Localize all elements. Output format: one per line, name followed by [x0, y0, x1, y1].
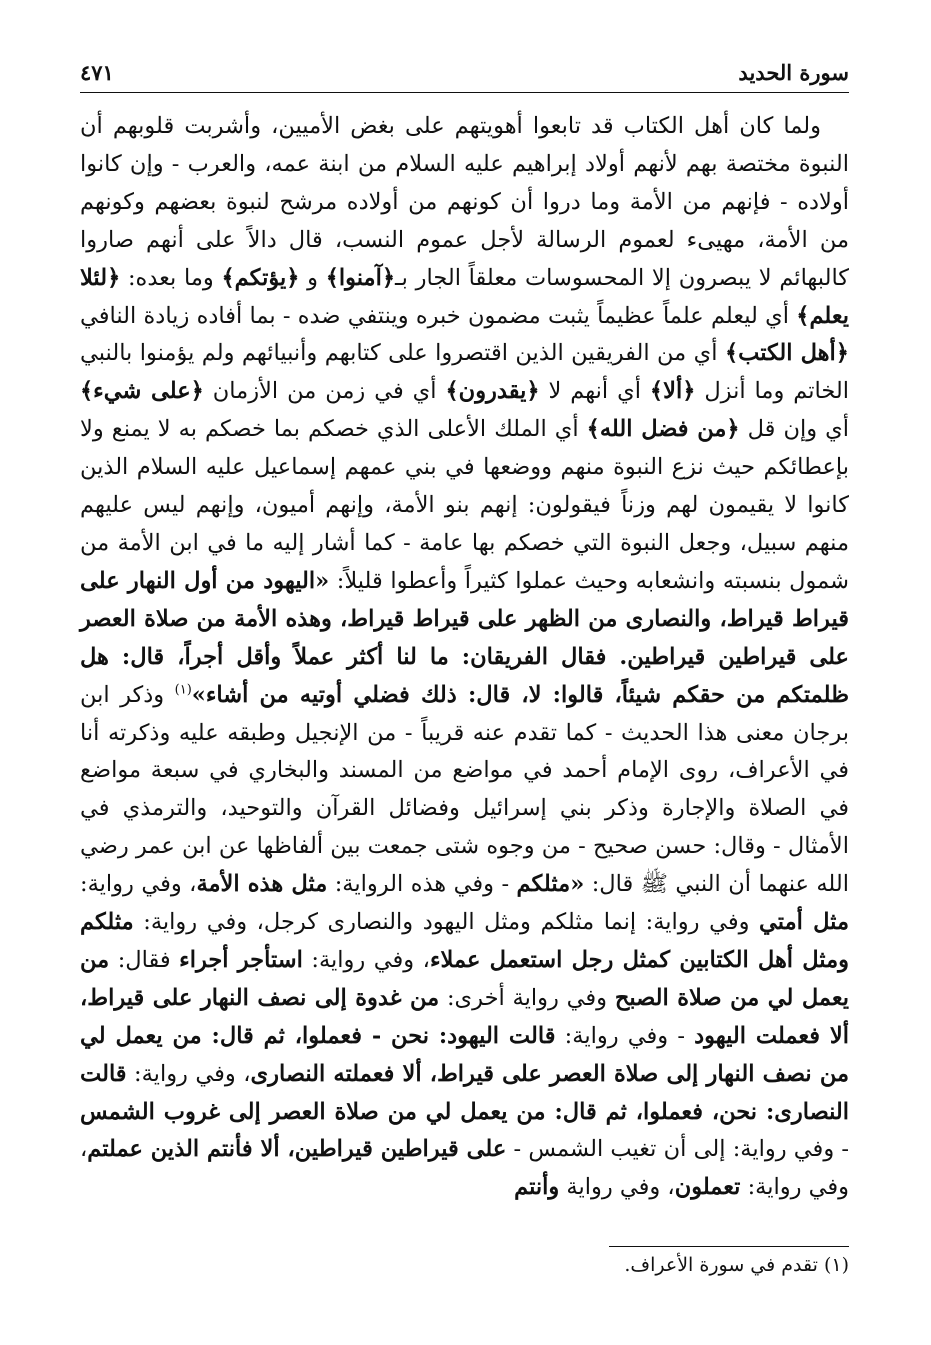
text-run: - وفي رواية: [555, 1022, 695, 1049]
hadith-quote: تعملون [674, 1174, 741, 1201]
text-run: - وفي هذه الرواية: [327, 871, 517, 898]
hadith-quote: مثل هذه الأمة [196, 871, 328, 898]
surah-title: سورة الحديد [738, 60, 849, 85]
footnote-text: تقدم في سورة الأعراف. [624, 1254, 818, 1276]
hadith-quote: مثل أمتي [759, 909, 849, 936]
hadith-quote: قالت اليهود: نحن - فعملوا، ثم قال: من يعمل لي من نصف النهار إلى صلاة العصر على قيراط، ألا فعملته النصارى [80, 1022, 849, 1087]
footnote-number: (١) [823, 1254, 849, 1276]
hadith-quote: «مثلكم [516, 871, 585, 898]
hadith-quote: وأنتم [514, 1174, 560, 1201]
text-run: أي وإن قل [739, 416, 849, 443]
running-header [80, 56, 849, 93]
hadith-quote: على قيراطين قيراطين، ألا فأنتم الذين عملتم [87, 1136, 507, 1163]
hadith-quote: استأجر أجراء [179, 946, 303, 973]
text-run: ، وفي رواية: [126, 1060, 251, 1087]
quran-quote: ﴿من فضل الله﴾ [586, 416, 740, 443]
text-run: وما بعده: [120, 264, 222, 291]
quran-quote: ﴿أهل الكتب﴾ [724, 340, 849, 367]
text-run: أي من الفريقين الذين اقتصروا على كتابهم وأنبيائهم ولم يؤمنوا بالنبي الخاتم وما أنزل [80, 340, 849, 405]
hadith-quote: من يعمل لي من صلاة الصبح [80, 946, 849, 1011]
hadith-quote: مثلكم ومثل أهل الكتابين كمثل رجل استعمل عملاء [80, 909, 850, 973]
quran-quote: ﴿على شيء﴾ [80, 378, 204, 405]
quran-quote: ﴿لئلا يعلم﴾ [80, 264, 849, 329]
text-run: ، وفي رواية: [302, 946, 430, 973]
hadith-quote: «اليهود من أول النهار على قيراط قيراط، والنصارى من الظهر على قيراط قيراط، وهذه الأمة من صلاة العصر على قيراطين قيراطين. فقال الفريقان: ما لنا أكثر عملاً وأقل أجراً، قال: هل ظلمتكم من حقكم شيئاً، قالوا: لا، قال: ذلك فضلي أوتيه من أشاء» [80, 567, 849, 708]
page-number: ٤٧١ [80, 60, 114, 85]
body-paragraph [80, 108, 849, 1207]
text-run: أي ليعلم علماً عظيماً يثبت مضمون خبره وينتفي ضده - بما أفاده زيادة النافي [80, 302, 797, 329]
hadith-quote: قالت النصارى: نحن، فعملوا، ثم قال: من يعمل لي من صلاة العصر إلى غروب الشمس [80, 1060, 849, 1125]
footnote [624, 1254, 849, 1276]
quran-quote: ﴿يقدرون﴾ [445, 378, 540, 405]
quran-quote: ﴿يؤتكم﴾ [221, 264, 300, 291]
text-run: فقال: [109, 946, 180, 973]
text-run: ، وفي رواية: [80, 871, 197, 898]
text-run: وفي رواية: إنما مثلكم ومثل اليهود والنصارى كرجل، وفي رواية: [133, 909, 760, 936]
footnote-divider [609, 1246, 849, 1247]
text-run: أي الملك الأعلى الذي خصكم بما خصكم به لا يمنع ولا بإعطائكم حيث نزع النبوة منهم ووضعها في بني عمهم إسماعيل عليه السلام الذين كانوا لا يقيمون لهم وزناً فيقولون: إنهم بنو الأمة، وإنهم أميون، وإنهم ليس عليهم منهم سبيل، وجعل النبوة التي خصكم بها عامة - كما أشار إليه ما في ابن الأمة من شمول بنسبته وانشعابه وحيث عملوا كثيراً وأعطوا قليلاً: [80, 416, 849, 594]
text-run: وفي رواية أخرى: [439, 984, 615, 1011]
text-run: ولما كان أهل الكتاب قد تابعوا أهويتهم على بغض الأميين، وأشربت قلوبهم أن النبوة مختصة بهم لأنهم أولاد إبراهيم عليه السلام من ابنة عمه، والعرب - وإن كانوا أولاده - فإنهم من الأمة وما دروا أن كونهم من أولاده مرشح لنبوة بعضهم وكونهم من الأمة، مهيىء لعموم الرسالة لأجل عموم النسب، قال دالاً على أنهم صاروا كالبهائم لا يبصرون إلا المحسوسات معلقاً الجار بـ [80, 113, 850, 291]
footnote-marker: (١) [174, 682, 192, 698]
text-run: و [299, 264, 326, 291]
text-run: وذكر ابن برجان معنى هذا الحديث - كما تقدم عنه قريباً - من الإنجيل وطبقه عليه وذكرته أنا في الأعراف، روى الإمام أحمد في مواضع من المسند والبخاري في سبعة مواضع في الصلاة والإجارة وذكر بني إسرائيل وفضائل القرآن والتوحيد، والترمذي في الأمثال - وقال: حسن صحيح - من وجوه شتى جمعت بين ألفاظها عن ابن عمر رضي الله عنهما أن النبي ﷺ قال: [80, 681, 849, 898]
body-text [80, 108, 849, 1207]
text-run: ، وفي رواية [559, 1174, 675, 1201]
text-run: أي في زمن من الأزمان [203, 378, 446, 405]
text-run: أي أنهم لا [539, 378, 650, 405]
text-run: - وفي رواية: إلى أن تغيب الشمس - [506, 1136, 849, 1163]
hadith-quote: من غدوة إلى نصف النهار على قيراط، ألا فعملت اليهود [80, 984, 849, 1049]
quran-quote: ﴿آمنوا﴾ [325, 264, 396, 291]
quran-quote: ﴿ألا﴾ [649, 378, 696, 405]
text-run: ، وفي رواية: [80, 1136, 849, 1201]
